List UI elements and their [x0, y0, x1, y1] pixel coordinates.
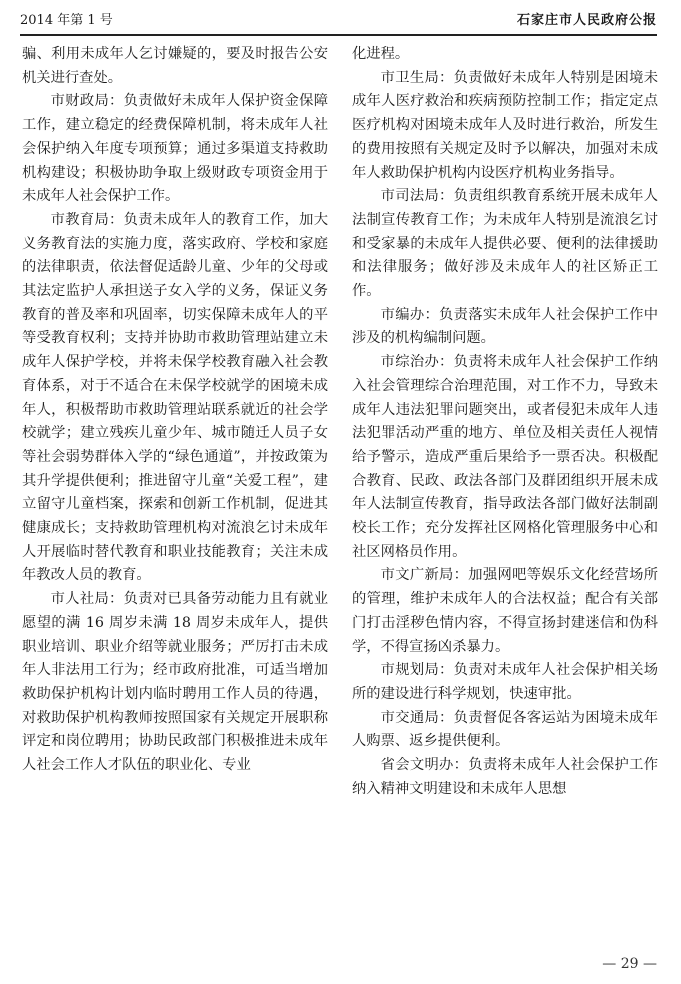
left-column [22, 43, 328, 943]
right-column [352, 43, 658, 943]
paragraph: 市人社局：负责对已具备劳动能力且有就业愿望的满 16 周岁未满 18 周岁未成年人，提供职业培训、职业介绍等就业服务；严厉打击未成年人非法用工行为；经市政府批准，可适当增加救助保护机构计划内临时聘用工作人员的待遇，对救助保护机构教师按照国家有关规定开展职称评定和岗位聘用；协助民政部门积极推进未成年人社会工作人才队伍的职业化、专业 [22, 591, 328, 774]
paragraph: 市卫生局：负责做好未成年人特别是困境未成年人医疗救治和疾病预防控制工作；指定定点医疗机构对困境未成年人及时进行救治，所发生的费用按照有关规定及时予以解决，加强对未成年人救助保护机构内设医疗机构业务指导。 [352, 69, 658, 181]
paragraph: 市文广新局：加强网吧等娱乐文化经营场所的管理，维护未成年人的合法权益；配合有关部门打击淫秽色情内容，不得宣扬封建迷信和伪科学，不得宣扬凶杀暴力。 [352, 567, 658, 655]
paragraph: 市财政局：负责做好未成年人保护资金保障工作，建立稳定的经费保障机制，将未成年人社会保护纳入年度专项预算；通过多渠道支持救助机构建设；积极协助争取上级财政专项资金用于未成年人社会保护工作。 [22, 93, 328, 205]
paragraph: 市规划局：负责对未成年人社会保护相关场所的建设进行科学规划，快速审批。 [352, 662, 658, 702]
body-columns [22, 43, 658, 943]
paragraph: 省会文明办：负责将未成年人社会保护工作纳入精神文明建设和未成年人思想 [352, 757, 658, 797]
paragraph: 市教育局：负责未成年人的教育工作，加大义务教育法的实施力度，落实政府、学校和家庭的法律职责，依法督促适龄儿童、少年的父母或其法定监护人承担送子女入学的义务，保证义务教育的普及率和巩固率，切实保障未成年人的平等受教育权利；支持并协助市救助管理站建立未成年人保护学校，并将未保学校教育融入社会教育体系，对于不适合在未保学校就学的困境未成年人，积极帮助市救助管理站联系就近的社会学校就学；建立残疾儿童少年、城市随迁人员子女等社会弱势群体入学的“绿色通道”，并按政策为其升学提供便利；推进留守儿童“关爱工程”，建立留守儿童档案，探索和创新工作机制，促进其健康成长；支持救助管理机构对流浪乞讨未成年人开展临时替代教育和职业技能教育；关注未成年教改人员的教育。 [22, 211, 328, 584]
paragraph: 市编办：负责落实未成年人社会保护工作中涉及的机构编制问题。 [352, 306, 658, 347]
paragraph: 化进程。 [352, 46, 410, 62]
paragraph: 骗、利用未成年人乞讨嫌疑的，要及时报告公安机关进行查处。 [22, 46, 328, 86]
page-header [20, 8, 657, 36]
issue-label: 2014 年第 1 号 [20, 13, 113, 28]
publication-title: 石家庄市人民政府公报 [516, 13, 657, 28]
page-footer [356, 952, 657, 976]
paragraph: 市交通局：负责督促各客运站为困境未成年人购票、返乡提供便利。 [352, 709, 658, 750]
paragraph: 市综治办：负责将未成年人社会保护工作纳入社会管理综合治理范围，对工作不力，导致未成年人违法犯罪问题突出，或者侵犯未成年人违法犯罪活动严重的地方、单位及相关责任人视情给予警示，造成严重后果给予一票否决。积极配合教育、民政、政法各部门及群团组织开展未成年人法制宣传教育，指导政法各部门做好法制副校长工作；充分发挥社区网格化管理服务中心和社区网格员作用。 [352, 354, 658, 560]
page-number: — 29 — [602, 956, 657, 972]
paragraph: 市司法局：负责组织教育系统开展未成年人法制宣传教育工作；为未成年人特别是流浪乞讨和受家暴的未成年人提供必要、便利的法律援助和法律服务；做好涉及未成年人的社区矫正工作。 [352, 188, 658, 300]
